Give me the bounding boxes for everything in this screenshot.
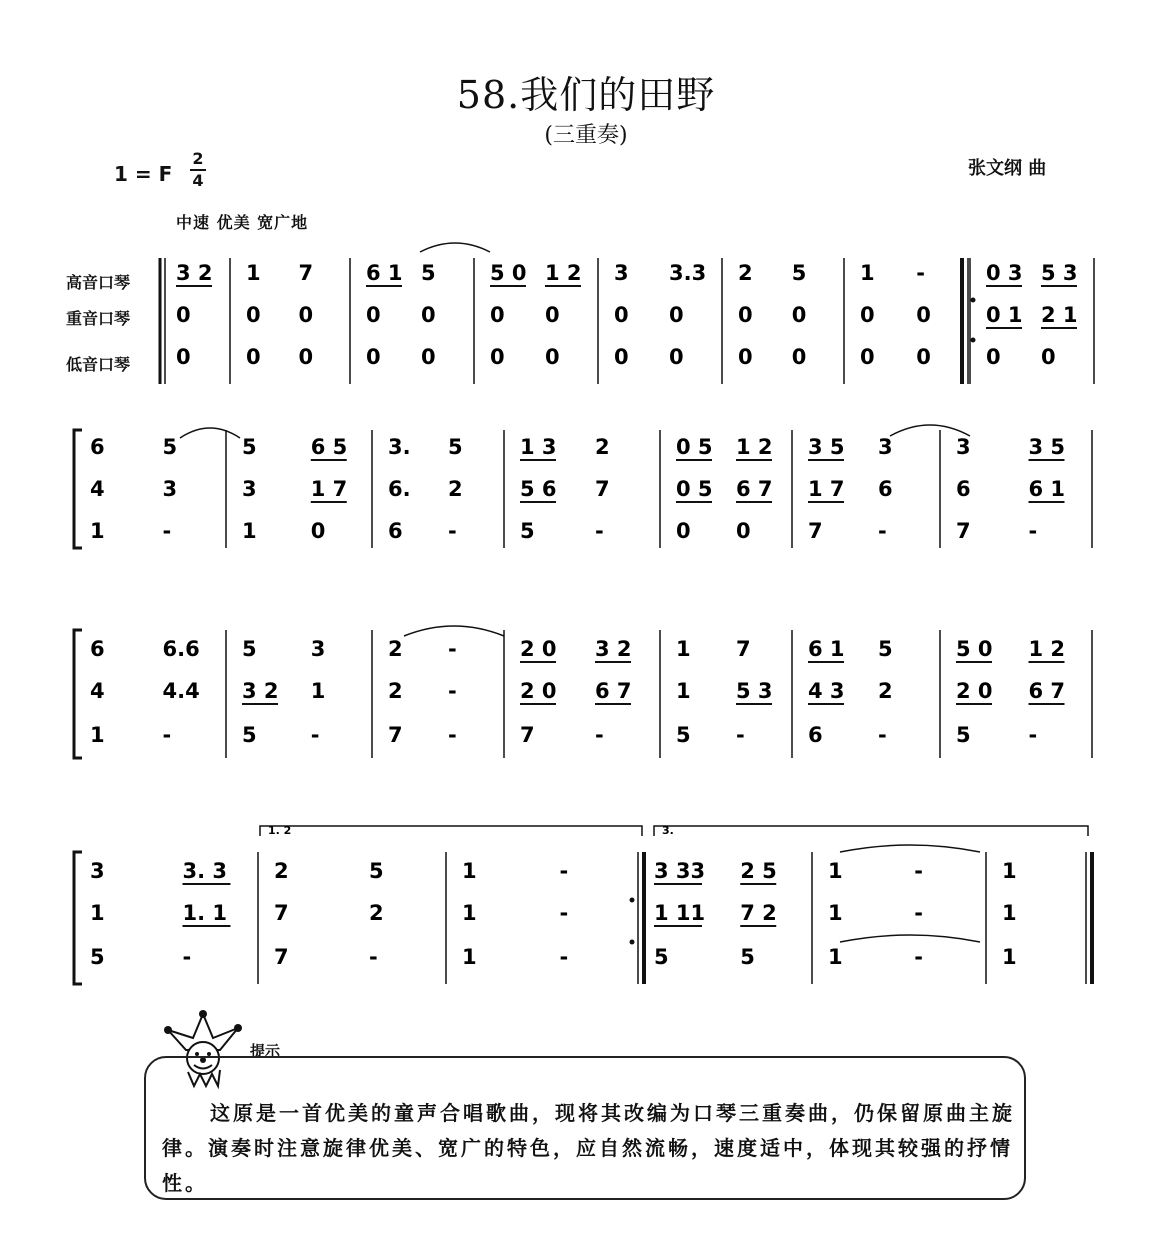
note: - [162, 519, 172, 543]
note: 0 [738, 345, 753, 369]
note: 3. 3 [182, 859, 228, 883]
time-sig-bottom: 4 [192, 171, 204, 190]
note: - [916, 261, 925, 285]
note: 1 [676, 637, 691, 661]
note: 5 [791, 261, 807, 285]
note: 0 [736, 519, 751, 543]
note: 0 [246, 345, 261, 369]
note: - [310, 723, 320, 747]
note: 0 [176, 303, 191, 327]
note: 5 [956, 723, 971, 747]
note: 2 [448, 477, 463, 501]
note: 1 [1002, 945, 1017, 969]
note: 4 3 [808, 679, 845, 703]
note: 5 [242, 723, 257, 747]
note: 3 [162, 477, 178, 501]
note: 0 [614, 303, 629, 327]
system-bracket [74, 630, 82, 758]
note: 2 0 [520, 637, 557, 661]
key-signature: 1 = F [114, 162, 173, 186]
note: 7 [956, 519, 971, 543]
note: 0 [176, 345, 191, 369]
note: 5 0 [490, 261, 527, 285]
slur [404, 626, 504, 636]
note: - [448, 679, 457, 703]
note: 0 [545, 303, 560, 327]
note: 0 [669, 303, 684, 327]
note: 6 1 [808, 637, 845, 661]
note: 6 1 [1028, 477, 1066, 501]
note: 3 5 [1028, 435, 1066, 459]
note: 0 [298, 345, 314, 369]
note: 2 1 [1041, 303, 1078, 327]
note: - [595, 723, 604, 747]
note: - [162, 723, 172, 747]
note: 6 [90, 435, 105, 459]
page-title: 58.我们的田野 [456, 73, 716, 117]
volta-bracket-1 [260, 826, 642, 836]
note: 4 [90, 477, 105, 501]
note: 0 [366, 345, 381, 369]
note: 1 [828, 901, 843, 925]
note: - [595, 519, 604, 543]
note: 6 7 [736, 477, 773, 501]
volta-label-2: 3. [662, 824, 674, 837]
note: 3 [956, 435, 971, 459]
note: 1 [90, 901, 105, 925]
note: 1 [462, 901, 477, 925]
note: 0 [298, 303, 314, 327]
note: 1 [462, 945, 477, 969]
note: 0 [916, 303, 931, 327]
note: - [914, 859, 923, 883]
note: 1 [1002, 859, 1017, 883]
note: 3 [90, 859, 105, 883]
note: 3 33 [654, 859, 706, 883]
note: - [914, 945, 923, 969]
tip-text: 这原是一首优美的童声合唱歌曲，现将其改编为口琴三重奏曲，仍保留原曲主旋律。演奏时注意旋律优美、宽广的特色，应自然流畅，速度适中，体现其较强的抒情性。 [162, 1101, 1015, 1195]
slur [840, 845, 980, 852]
note: 6.6 [162, 637, 200, 661]
note: 5 [448, 435, 463, 459]
repeat-dot [971, 338, 976, 343]
note: 0 [860, 345, 875, 369]
note: 3 [310, 637, 326, 661]
note: 6 [808, 723, 823, 747]
note: 0 [421, 303, 436, 327]
note: 3 2 [176, 261, 213, 285]
note: 7 2 [740, 901, 777, 925]
note: - [914, 901, 923, 925]
note: 5 [740, 945, 755, 969]
note: - [878, 723, 887, 747]
note: - [448, 519, 457, 543]
note: 1 [462, 859, 477, 883]
note: 6 5 [310, 435, 348, 459]
part-label-tenor: 重音口琴 [66, 309, 131, 328]
composer: 张文纲 曲 [968, 158, 1047, 179]
note: - [448, 637, 457, 661]
note: 2 [369, 901, 384, 925]
note: 6 [388, 519, 403, 543]
note: 1 3 [520, 435, 557, 459]
note: 3 2 [595, 637, 632, 661]
note: 7 [274, 901, 289, 925]
system-bracket [74, 430, 82, 548]
note: 6 [878, 477, 893, 501]
note: 1 [90, 519, 105, 543]
note: - [559, 901, 569, 925]
note: 0 3 [986, 261, 1023, 285]
note: 0 [986, 345, 1001, 369]
note: 1 [676, 679, 691, 703]
note: 2 [274, 859, 289, 883]
note: 1 2 [545, 261, 582, 285]
note: 1 [310, 679, 326, 703]
repeat-dot [971, 298, 976, 303]
note: 0 [791, 345, 807, 369]
note: 5 0 [956, 637, 993, 661]
note: 0 [1041, 345, 1056, 369]
note: 7 [808, 519, 823, 543]
note: - [878, 519, 887, 543]
note: 7 [274, 945, 289, 969]
time-sig-top: 2 [192, 149, 204, 168]
note: 5 [421, 261, 436, 285]
note: 0 5 [676, 435, 713, 459]
note: 1 2 [1028, 637, 1066, 661]
note: 3 2 [242, 679, 279, 703]
note: 1 11 [654, 901, 706, 925]
note: 2 [388, 637, 403, 661]
note: 3 5 [808, 435, 845, 459]
note: 5 [520, 519, 535, 543]
note: 1 [1002, 901, 1017, 925]
note: 2 [595, 435, 610, 459]
note: 2 [878, 679, 893, 703]
note: 3.3 [669, 261, 707, 285]
note: 1 7 [808, 477, 845, 501]
note: 3 [614, 261, 629, 285]
note: - [448, 723, 457, 747]
note: 5 [242, 637, 257, 661]
part-label-bass: 低音口琴 [66, 355, 131, 374]
note: 5 [162, 435, 178, 459]
note: 0 [246, 303, 261, 327]
note: 0 [738, 303, 753, 327]
volta-label-1: 1. 2 [268, 824, 292, 837]
note: 1 7 [310, 477, 348, 501]
note: 1 [860, 261, 875, 285]
note: - [1028, 519, 1038, 543]
repeat-dot [630, 898, 635, 903]
note: 0 [490, 345, 505, 369]
part-label-soprano: 高音口琴 [66, 273, 131, 292]
note: 6 1 [366, 261, 403, 285]
note: 0 [490, 303, 505, 327]
slur [420, 243, 490, 252]
note: 0 [310, 519, 326, 543]
note: - [1028, 723, 1038, 747]
note: 0 5 [676, 477, 713, 501]
note: 0 [676, 519, 691, 543]
note: 6 [90, 637, 105, 661]
volta-bracket-2 [654, 826, 1088, 836]
note: 0 [614, 345, 629, 369]
note: - [369, 945, 378, 969]
note: 2 0 [520, 679, 557, 703]
subtitle: (三重奏) [544, 123, 628, 148]
note: 6 [956, 477, 971, 501]
system-bracket [74, 852, 82, 984]
note: - [736, 723, 745, 747]
repeat-dot [630, 940, 635, 945]
note: 1 [828, 859, 843, 883]
note: 2 5 [740, 859, 777, 883]
note: 7 [520, 723, 535, 747]
note: 0 1 [986, 303, 1023, 327]
note: 2 [388, 679, 403, 703]
note: 1 [246, 261, 261, 285]
note: 4.4 [162, 679, 200, 703]
note: 5 [90, 945, 105, 969]
note: - [559, 859, 569, 883]
note: 0 [545, 345, 560, 369]
note: 2 0 [956, 679, 993, 703]
note: 0 [669, 345, 684, 369]
note: 1 [242, 519, 257, 543]
slur [180, 428, 240, 438]
note: 7 [298, 261, 314, 285]
note: 5 6 [520, 477, 557, 501]
slur [840, 935, 980, 942]
note: 0 [421, 345, 436, 369]
note: 5 [878, 637, 893, 661]
note: 3 [242, 477, 257, 501]
note: 6 7 [595, 679, 632, 703]
note: 1 [828, 945, 843, 969]
note: 1 [90, 723, 105, 747]
note: 5 [654, 945, 669, 969]
note: 5 [369, 859, 384, 883]
note: 4 [90, 679, 105, 703]
note: 0 [860, 303, 875, 327]
note: 6 7 [1028, 679, 1066, 703]
note: 3. [388, 435, 411, 459]
note: - [182, 945, 192, 969]
note: 3 [878, 435, 893, 459]
note: 1 2 [736, 435, 773, 459]
note: 5 [242, 435, 257, 459]
tempo-marking: 中速 优美 宽广地 [176, 213, 309, 232]
note: 5 [676, 723, 691, 747]
tip-label: 提示 [250, 1042, 281, 1060]
note: 0 [916, 345, 931, 369]
note: - [559, 945, 569, 969]
note: 0 [791, 303, 807, 327]
note: 1. 1 [182, 901, 228, 925]
note: 7 [388, 723, 403, 747]
note: 0 [366, 303, 381, 327]
note: 7 [595, 477, 610, 501]
note: 6. [388, 477, 411, 501]
note: 7 [736, 637, 751, 661]
note: 5 3 [1041, 261, 1078, 285]
note: 5 3 [736, 679, 773, 703]
note: 2 [738, 261, 753, 285]
